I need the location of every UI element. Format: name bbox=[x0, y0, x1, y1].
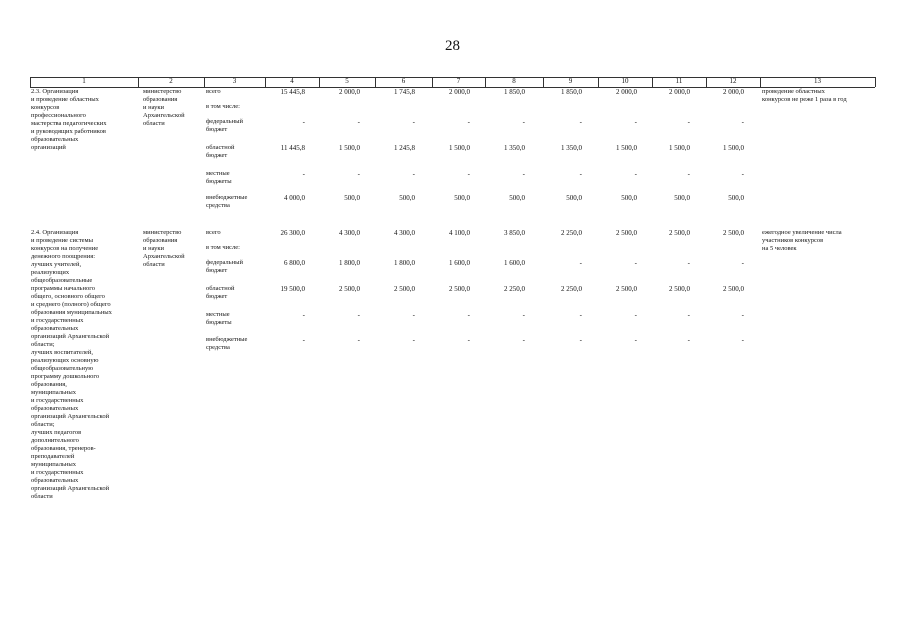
table-cell-value: 2 250,0 bbox=[561, 285, 582, 293]
funding-source-label: внебюджетные средства bbox=[206, 336, 248, 351]
table-cell-value: - bbox=[412, 170, 415, 178]
table-cell-value: 500,0 bbox=[566, 194, 582, 202]
table-cell-value: - bbox=[357, 118, 360, 126]
table-cell-value: 1 350,0 bbox=[561, 144, 582, 152]
table-cell-value: - bbox=[467, 118, 470, 126]
column-header: 9 bbox=[568, 77, 573, 85]
table-cell-value: 4 000,0 bbox=[284, 194, 305, 202]
table-cell-value: 500,0 bbox=[621, 194, 637, 202]
table-cell-value: 1 800,0 bbox=[339, 259, 360, 267]
table-cell-value: - bbox=[579, 118, 582, 126]
table-cell-value: - bbox=[741, 170, 744, 178]
table-cell-value: 1 245,8 bbox=[394, 144, 415, 152]
table-cell-value: - bbox=[302, 170, 305, 178]
table-cell-value: - bbox=[357, 336, 360, 344]
table-cell-value: 2 000,0 bbox=[669, 88, 690, 96]
table-cell-value: - bbox=[412, 311, 415, 319]
table-cell-value: 2 250,0 bbox=[561, 229, 582, 237]
column-divider bbox=[485, 77, 486, 87]
table-cell-value: 2 500,0 bbox=[394, 285, 415, 293]
table-cell-value: - bbox=[579, 336, 582, 344]
table-cell-value: 4 100,0 bbox=[449, 229, 470, 237]
table-cell-value: 11 445,8 bbox=[280, 144, 305, 152]
table-cell-value: 2 500,0 bbox=[449, 285, 470, 293]
funding-source-label: федеральный бюджет bbox=[206, 259, 243, 274]
table-cell-value: 1 745,8 bbox=[394, 88, 415, 96]
column-header: 3 bbox=[232, 77, 237, 85]
executor-2-4: министерство образования и науки Архангельской области bbox=[143, 229, 185, 268]
table-cell-value: 500,0 bbox=[728, 194, 744, 202]
table-cell-value: - bbox=[579, 311, 582, 319]
column-divider bbox=[875, 77, 876, 87]
column-divider bbox=[265, 77, 266, 87]
table-cell-value: 1 350,0 bbox=[504, 144, 525, 152]
table-cell-value: - bbox=[522, 118, 525, 126]
table-cell-value: - bbox=[634, 170, 637, 178]
table-cell-value: - bbox=[412, 336, 415, 344]
column-header: 1 bbox=[82, 77, 86, 85]
column-divider bbox=[30, 77, 31, 87]
table-cell-value: - bbox=[741, 118, 744, 126]
funding-source-label: внебюджетные средства bbox=[206, 194, 248, 209]
table-cell-value: - bbox=[687, 170, 690, 178]
funding-source-label: областной бюджет bbox=[206, 144, 235, 159]
table-cell-value: 1 500,0 bbox=[449, 144, 470, 152]
table-cell-value: - bbox=[579, 259, 582, 267]
table-cell-value: - bbox=[634, 336, 637, 344]
table-cell-value: 1 500,0 bbox=[723, 144, 744, 152]
table-cell-value: 1 500,0 bbox=[669, 144, 690, 152]
table-cell-value: 1 500,0 bbox=[339, 144, 360, 152]
table-cell-value: 1 850,0 bbox=[561, 88, 582, 96]
page-number: 28 bbox=[445, 38, 460, 54]
table-cell-value: 1 500,0 bbox=[616, 144, 637, 152]
table-cell-value: - bbox=[687, 336, 690, 344]
funding-source-label: всего bbox=[206, 229, 221, 236]
column-header: 4 bbox=[290, 77, 294, 85]
table-cell-value: - bbox=[302, 118, 305, 126]
column-divider bbox=[138, 77, 139, 87]
table-cell-value: - bbox=[634, 311, 637, 319]
table-cell-value: 500,0 bbox=[399, 194, 415, 202]
column-header: 10 bbox=[621, 77, 629, 85]
table-cell-value: - bbox=[741, 259, 744, 267]
table-cell-value: - bbox=[467, 170, 470, 178]
column-divider bbox=[432, 77, 433, 87]
table-cell-value: 500,0 bbox=[454, 194, 470, 202]
column-header: 5 bbox=[345, 77, 349, 85]
column-divider bbox=[652, 77, 653, 87]
table-cell-value: - bbox=[467, 336, 470, 344]
table-cell-value: - bbox=[687, 118, 690, 126]
table-cell-value: - bbox=[302, 311, 305, 319]
table-cell-value: 2 000,0 bbox=[616, 88, 637, 96]
column-divider bbox=[375, 77, 376, 87]
table-cell-value: 2 500,0 bbox=[669, 229, 690, 237]
column-header: 6 bbox=[401, 77, 406, 85]
funding-source-label: местные бюджеты bbox=[206, 170, 232, 185]
table-cell-value: 2 500,0 bbox=[669, 285, 690, 293]
table-cell-value: - bbox=[522, 170, 525, 178]
table-cell-value: 1 800,0 bbox=[394, 259, 415, 267]
column-header: 13 bbox=[814, 77, 821, 85]
result-2-3: проведение областных конкурсов не реже 1 раза в год bbox=[762, 88, 847, 103]
column-header: 7 bbox=[456, 77, 461, 85]
table-cell-value: 3 850,0 bbox=[504, 229, 525, 237]
funding-source-label: областной бюджет bbox=[206, 285, 235, 300]
table-cell-value: 2 250,0 bbox=[504, 285, 525, 293]
funding-source-label: в том числе: bbox=[206, 103, 240, 110]
executor-2-3: министерство образования и науки Архангельской области bbox=[143, 88, 185, 127]
table-cell-value: - bbox=[741, 311, 744, 319]
column-header: 11 bbox=[675, 77, 683, 85]
table-cell-value: 1 600,0 bbox=[449, 259, 470, 267]
table-cell-value: - bbox=[302, 336, 305, 344]
table-cell-value: - bbox=[634, 118, 637, 126]
funding-source-label: местные бюджеты bbox=[206, 311, 232, 326]
table-cell-value: 15 445,8 bbox=[280, 88, 305, 96]
table-cell-value: 500,0 bbox=[509, 194, 525, 202]
table-cell-value: 4 300,0 bbox=[339, 229, 360, 237]
table-cell-value: 19 500,0 bbox=[280, 285, 305, 293]
column-header: 12 bbox=[729, 77, 737, 85]
column-header: 2 bbox=[169, 77, 173, 85]
funding-source-label: федеральный бюджет bbox=[206, 118, 243, 133]
table-cell-value: 500,0 bbox=[674, 194, 690, 202]
table-cell-value: - bbox=[741, 336, 744, 344]
table-cell-value: - bbox=[357, 311, 360, 319]
column-divider bbox=[204, 77, 205, 87]
activity-2-4: 2.4. Организация и проведение системы конкурсов на получение денежного поощрения: лучших учителей, реализующих общеобразовательные программы начального общего, основного общего и среднего (полного) общего образования муниципальных и государственных образовательных организаций Архангельской области; лучших воспитателей, реализующих основную общеобразовательную программу дошкольного образования, муниципальных и государственных образовательных организаций Архангельской области; лучших педагогов дополнительного образования, тренеров- преподавателей муниципальных и государственных образовательных организаций Архангельской области bbox=[31, 229, 112, 500]
result-2-4: ежегодное увеличение числа участников конкурсов на 5 человек bbox=[762, 229, 842, 252]
table-cell-value: 2 000,0 bbox=[723, 88, 744, 96]
column-header: 8 bbox=[512, 77, 516, 85]
table-cell-value: 1 850,0 bbox=[504, 88, 525, 96]
table-cell-value: 2 000,0 bbox=[339, 88, 360, 96]
table-cell-value: - bbox=[467, 311, 470, 319]
column-divider bbox=[319, 77, 320, 87]
table-cell-value: 500,0 bbox=[344, 194, 360, 202]
funding-source-label: всего bbox=[206, 88, 221, 95]
column-divider bbox=[706, 77, 707, 87]
table-cell-value: 2 500,0 bbox=[339, 285, 360, 293]
table-cell-value: - bbox=[522, 311, 525, 319]
table-cell-value: - bbox=[634, 259, 637, 267]
table-cell-value: - bbox=[579, 170, 582, 178]
table-cell-value: 2 500,0 bbox=[616, 229, 637, 237]
table-cell-value: 2 500,0 bbox=[616, 285, 637, 293]
table-cell-value: - bbox=[412, 118, 415, 126]
table-cell-value: 2 000,0 bbox=[449, 88, 470, 96]
table-cell-value: - bbox=[522, 336, 525, 344]
table-cell-value: 6 800,0 bbox=[284, 259, 305, 267]
table-cell-value: 26 300,0 bbox=[280, 229, 305, 237]
table-cell-value: - bbox=[357, 170, 360, 178]
funding-source-label: в том числе: bbox=[206, 244, 240, 251]
column-divider bbox=[598, 77, 599, 87]
table-cell-value: 4 300,0 bbox=[394, 229, 415, 237]
activity-2-3: 2.3. Организация и проведение областных конкурсов профессионального мастерства педагогических и руководящих работников образовательных организаций bbox=[31, 88, 107, 151]
column-divider bbox=[543, 77, 544, 87]
table-cell-value: 2 500,0 bbox=[723, 229, 744, 237]
table-cell-value: 1 600,0 bbox=[504, 259, 525, 267]
table-cell-value: - bbox=[687, 311, 690, 319]
column-divider bbox=[760, 77, 761, 87]
table-cell-value: 2 500,0 bbox=[723, 285, 744, 293]
table-cell-value: - bbox=[687, 259, 690, 267]
